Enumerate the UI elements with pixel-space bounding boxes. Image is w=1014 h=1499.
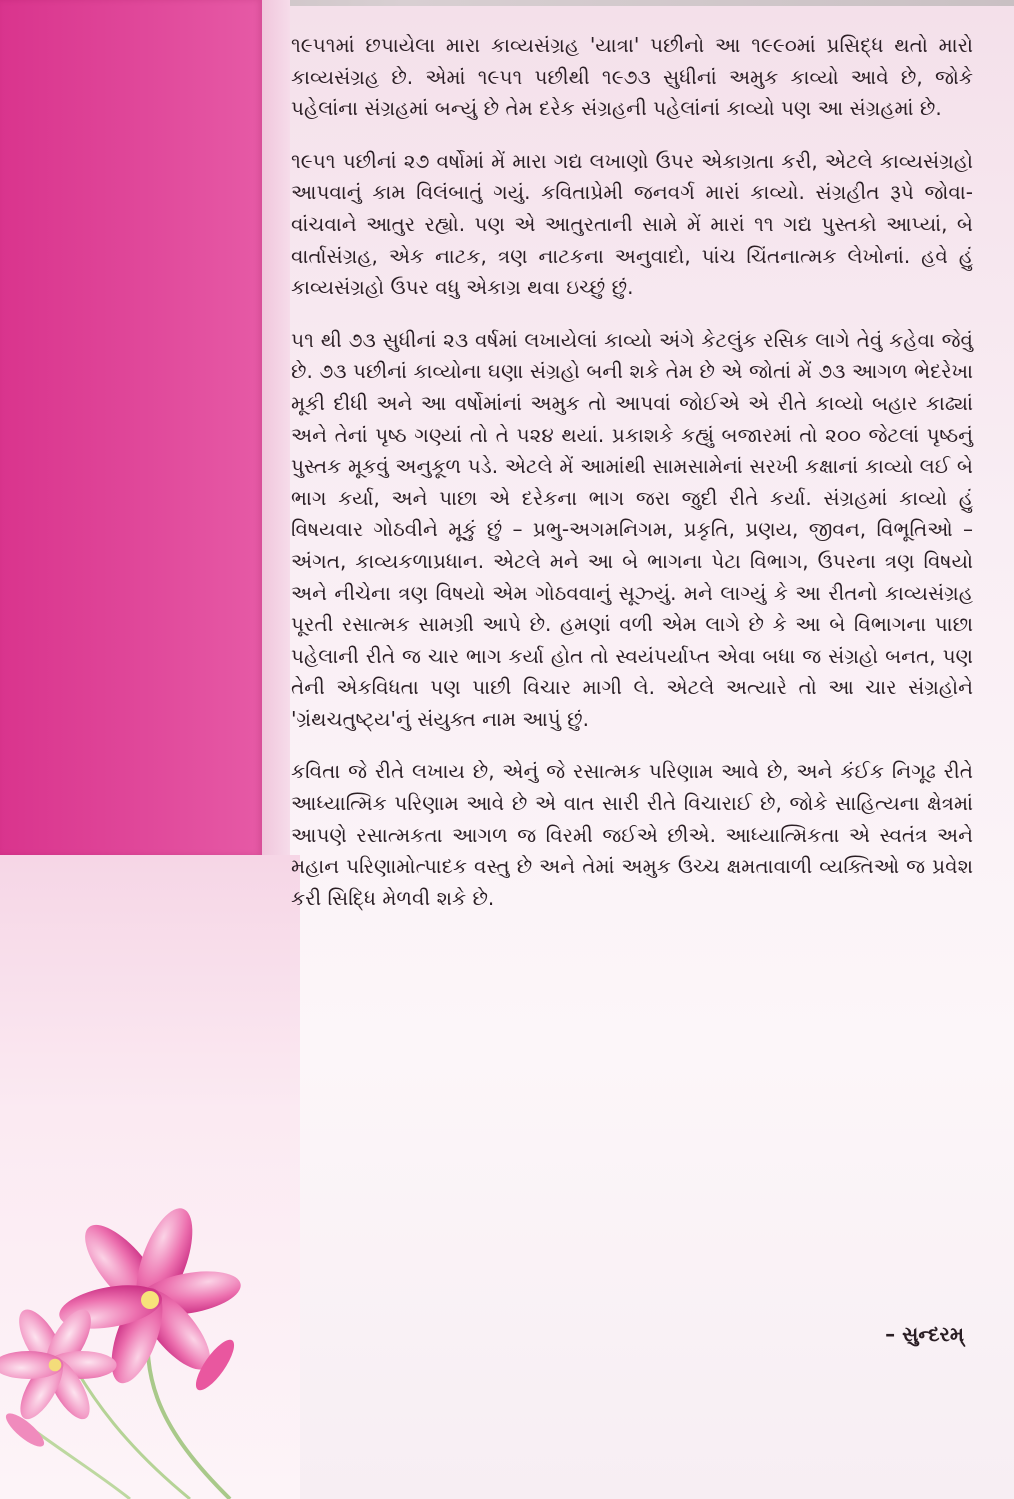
paragraph-4: કવિતા જે રીતે લખાય છે, એનું જે રસાત્મક પરિણામ આવે છે, અને કંઈક નિગૂઢ રીતે આધ્યાત્મિક પરિણામ આવે છે એ વાત સારી રીતે વિચારાઈ છે, જોકે સાહિત્યના ક્ષેત્રમાં આપણે રસાત્મકતા આગળ જ વિરમી જઈએ છીએ. આધ્યાત્મિકતા એ સ્વતંત્ર અને મહાન પરિણામોત્પાદક વસ્તુ છે અને તેમાં અમુક ઉચ્ચ ક્ષમતાવાળી વ્યક્તિઓ જ પ્રવેશ કરી સિદ્ધિ મેળવી શકે છે.	[291, 759, 973, 910]
flower-illustration	[0, 1190, 330, 1499]
intro-text	[291, 30, 973, 935]
paragraph-2: ૧૯૫૧ પછીનાં ૨૭ વર્ષોમાં મેં મારા ગદ્ય લખાણો ઉપર એકાગ્રતા કરી, એટલે કાવ્યસંગ્રહો આપવાનું કામ વિલંબાતું ગયું. કવિતાપ્રેમી જનવર્ગ મારાં કાવ્યો. સંગ્રહીત રૂપે જોવા-વાંચવાને આતુર રહ્યો. પણ એ આતુરતાની સામે મેં મારાં ૧૧ ગદ્ય પુસ્તકો આપ્યાં, બે વાર્તાસંગ્રહ, એક નાટક, ત્રણ નાટકના અનુવાદો, પાંચ ચિંતનાત્મક લેખોનાં. હવે હું કાવ્યસંગ્રહો ઉપર વધુ એકાગ્ર થવા ઇચ્છું છું.	[291, 148, 973, 300]
paragraph-3: ૫૧ થી ૭૩ સુધીનાં ૨૩ વર્ષમાં લખાયેલાં કાવ્યો અંગે કેટલુંક રસિક લાગે તેવું કહેવા જેવું છે. ૭૩ પછીનાં કાવ્યોના ઘણા સંગ્રહો બની શકે તેમ છે એ જોતાં મેં ૭૩ આગળ ભેદરેખા મૂકી દીધી અને આ વર્ષોમાંનાં અમુક તો આપવાં જોઈએ એ રીતે કાવ્યો બહાર કાઢ્યાં અને તેનાં પૃષ્ઠ ગણ્યાં તો તે ૫૨૪ થયાં. પ્રકાશકે કહ્યું બજારમાં તો ૨૦૦ જેટલાં પૃષ્ઠનું પુસ્તક મૂકવું અનુકૂળ પડે. એટલે મેં આમાંથી સામસામેનાં સરખી કક્ષાનાં કાવ્યો લઈ બે ભાગ કર્યા, અને પાછા એ દરેકના ભાગ જરા જુદી રીતે કર્યા. સંગ્રહમાં કાવ્યો હું વિષયવાર ગોઠવીને મૂકું છું – પ્રભુ-અગમનિગમ, પ્રકૃતિ, પ્રણય, જીવન, વિભૂતિઓ – અંગત, કાવ્યકળાપ્રધાન. એટલે મને આ બે ભાગના પેટા વિભાગ, ઉપરના ત્રણ વિષયો અને નીચેના ત્રણ વિષયો એમ ગોઠવવાનું સૂઝ્યું. મને લાગ્યું કે આ રીતનો કાવ્યસંગ્રહ પૂરતી રસાત્મક સામગ્રી આપે છે. હમણાં વળી એમ લાગે છે કે આ બે વિભાગના પાછા પહેલાની રીતે જ ચાર ભાગ કર્યા હોત તો સ્વયંપર્યાપ્ત એવા બધા જ સંગ્રહો બનત, પણ તેની એકવિધતા પણ પાછી વિચાર માગી લે. એટલે અત્યારે તો આ ચાર સંગ્રહોને 'ગ્રંથચતુષ્ટ્ય'નું સંયુક્ત નામ આપું છું.	[291, 327, 973, 731]
pink-strip	[262, 0, 290, 855]
paragraph-1: ૧૯૫૧માં છપાયેલા મારા કાવ્યસંગ્રહ 'યાત્રા' પછીનો આ ૧૯૯૦માં પ્રસિદ્ધ થતો મારો કાવ્યસંગ્રહ છે. એમાં ૧૯૫૧ પછીથી ૧૯૭૩ સુધીનાં અમુક કાવ્યો આવે છે, જોકે પહેલાંના સંગ્રહમાં બન્યું છે તેમ દરેક સંગ્રહની પહેલાંનાં કાવ્યો પણ આ સંગ્રહમાં છે.	[291, 33, 973, 121]
magenta-band	[0, 0, 262, 855]
author-signature: – સુન્દરમ્	[885, 1322, 964, 1346]
